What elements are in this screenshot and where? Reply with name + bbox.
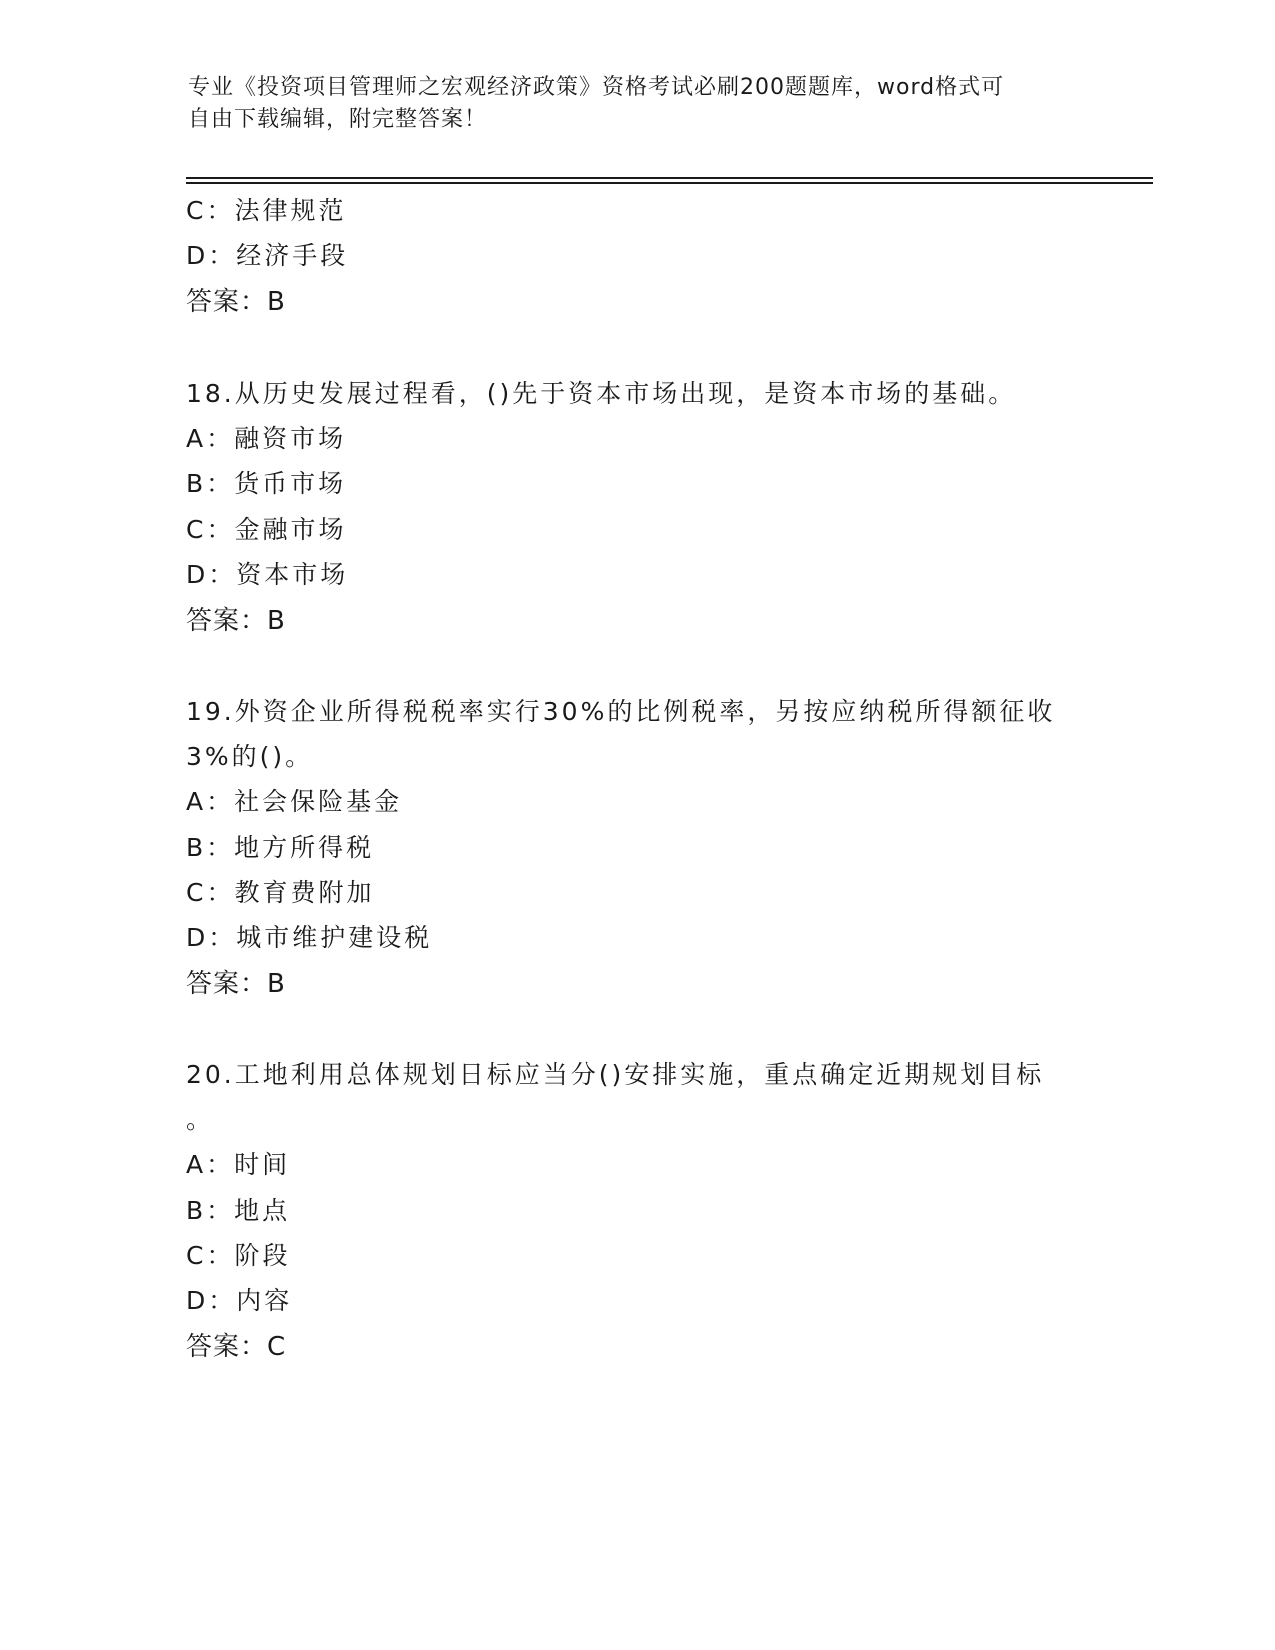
q19-option-c: C：教育费附加 — [186, 878, 375, 907]
q19-question-line-2: 3%的()。 — [186, 742, 314, 771]
header-line-2: 自由下载编辑，附完整答案！ — [188, 107, 488, 132]
q18-option-b: B：货币市场 — [186, 469, 347, 498]
q20-question-line-1: 20.工地利用总体规划日标应当分()安排实施，重点确定近期规划目标 — [186, 1060, 1045, 1089]
prev-option-c: C：法律规范 — [186, 196, 347, 225]
document-header — [188, 72, 1088, 136]
q18-question: 18.从历史发展过程看，()先于资本市场出现，是资本市场的基础。 — [186, 379, 1017, 408]
q18-option-c: C：金融市场 — [186, 515, 347, 544]
q19-option-a: A：社会保险基金 — [186, 787, 403, 816]
q20-option-b: B：地点 — [186, 1196, 291, 1225]
q20-question-line-2: 。 — [186, 1105, 215, 1134]
prev-answer: 答案：B — [186, 287, 286, 317]
q20-option-d: D：内容 — [186, 1286, 293, 1315]
header-divider-bottom — [186, 182, 1153, 184]
q20-option-c: C：阶段 — [186, 1241, 291, 1270]
q19-option-d: D：城市维护建设税 — [186, 923, 433, 952]
q19-question-line-1: 19.外资企业所得税税率实行30%的比例税率，另按应纳税所得额征收 — [186, 697, 1056, 726]
header-line-1: 专业《投资项目管理师之宏观经济政策》资格考试必刷200题题库，word格式可 — [188, 75, 1005, 100]
q18-option-a: A：融资市场 — [186, 424, 347, 453]
prev-option-d: D：经济手段 — [186, 241, 349, 270]
q20-option-a: A：时间 — [186, 1150, 291, 1179]
q18-answer: 答案：B — [186, 606, 286, 636]
q19-option-b: B：地方所得税 — [186, 833, 375, 862]
header-divider-top — [186, 177, 1153, 179]
q19-answer: 答案：B — [186, 969, 286, 999]
q20-answer: 答案：C — [186, 1332, 287, 1362]
q18-option-d: D：资本市场 — [186, 560, 349, 589]
